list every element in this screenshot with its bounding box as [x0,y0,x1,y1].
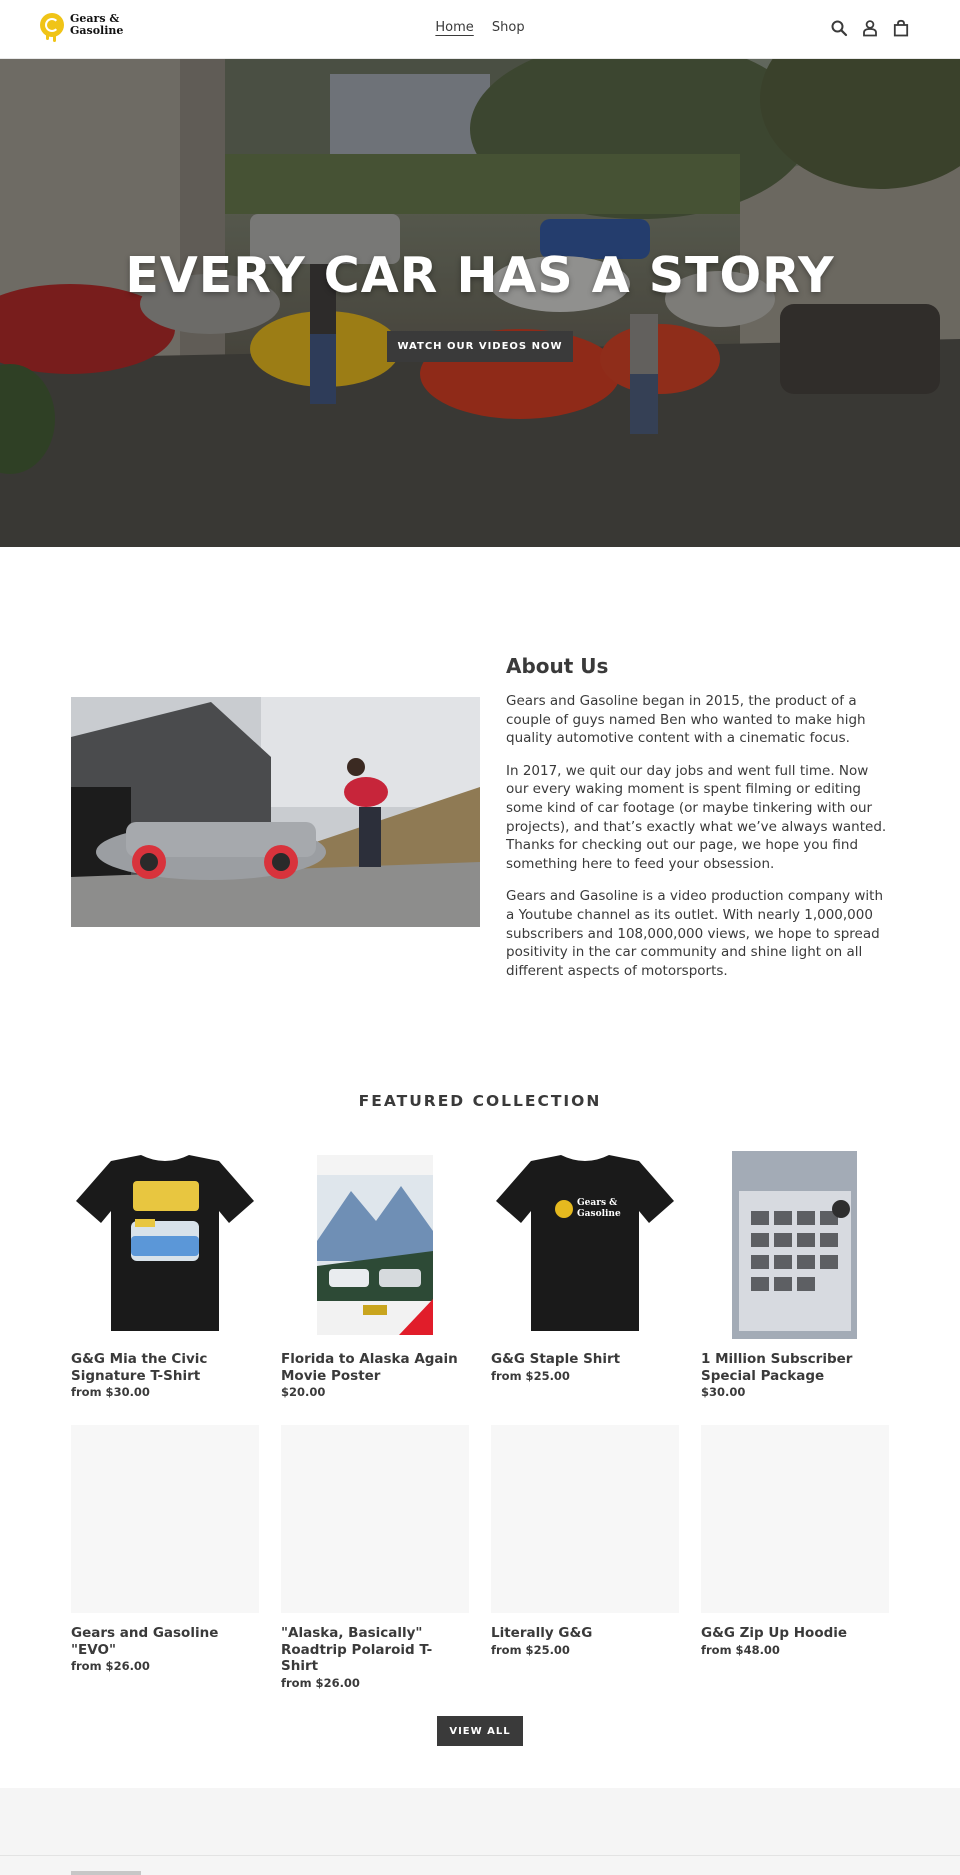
black-tshirt-graphic-image [71,1151,259,1339]
product-image[interactable] [701,1151,889,1339]
product-image[interactable] [281,1151,469,1339]
watch-videos-button[interactable]: WATCH OUR VIDEOS NOW [387,331,573,362]
shirt-logo-line-2: Gasoline [577,1209,621,1219]
logo-line-2: Gasoline [70,24,124,37]
product-name[interactable]: "Alaska, Basically" Roadtrip Polaroid T-Shirt [281,1625,433,1674]
product-card[interactable] [491,1151,679,1384]
header-icons [830,19,910,37]
product-image-placeholder[interactable] [281,1425,469,1613]
product-name[interactable]: Florida to Alaska Again Movie Poster [281,1351,458,1384]
movie-poster-image [281,1151,469,1339]
product-name[interactable]: G&G Mia the Civic Signature T-Shirt [71,1351,208,1384]
account-icon[interactable] [861,19,879,37]
footer-divider [0,1855,960,1856]
product-image-placeholder[interactable] [71,1425,259,1613]
about-image [71,697,480,927]
product-card[interactable] [281,1151,469,1400]
hero-banner [0,59,960,547]
product-card[interactable] [701,1425,889,1658]
nav-home[interactable]: Home [435,20,474,35]
shirt-logo-text [577,1198,621,1220]
nav-shop[interactable]: Shop [491,20,525,35]
site-footer [0,1788,960,1875]
product-price: from $25.00 [491,1368,570,1383]
about-section [506,654,892,994]
product-price: from $25.00 [491,1642,570,1657]
product-name[interactable]: G&G Staple Shirt [491,1351,621,1367]
product-price: from $26.00 [71,1659,150,1673]
product-image[interactable] [491,1151,679,1339]
about-photo [71,697,480,927]
product-name[interactable]: 1 Million Subscriber Special Package [701,1351,853,1384]
product-price: $20.00 [281,1385,326,1399]
hero-title: EVERY CAR HAS A STORY [125,247,835,304]
product-name[interactable]: Gears and Gasoline "EVO" [71,1625,219,1658]
footer-element [71,1871,141,1875]
product-card[interactable] [71,1151,259,1400]
product-name[interactable]: Literally G&G [491,1625,593,1641]
product-name[interactable]: G&G Zip Up Hoodie [701,1625,848,1641]
product-price: from $48.00 [701,1642,780,1657]
product-image[interactable] [71,1151,259,1339]
product-image-placeholder[interactable] [701,1425,889,1613]
product-price: from $26.00 [281,1675,360,1690]
pre-order-badge: PRE ORDER [432,1315,462,1339]
search-icon[interactable] [830,19,848,37]
main-nav [0,20,960,35]
product-card[interactable] [71,1425,259,1674]
product-price: from $30.00 [71,1385,150,1399]
about-paragraph-1: Gears and Gasoline began in 2015, the product of a couple of guys named Ben who wanted to make high quality automotive content with a cinematic focus. [506,693,866,747]
featured-collection-title: FEATURED COLLECTION [358,1092,602,1110]
product-card[interactable] [281,1425,469,1691]
grey-tshirt-photos-image [701,1151,889,1339]
product-card[interactable] [701,1151,889,1400]
shirt-logo-line-1: Gears & [577,1198,618,1208]
view-all-button[interactable]: VIEW ALL [437,1716,523,1746]
product-image-placeholder[interactable] [491,1425,679,1613]
black-tshirt-logo-image [491,1151,679,1339]
product-card[interactable] [491,1425,679,1658]
about-paragraph-3: Gears and Gasoline is a video production company with a Youtube channel as its outlet. With nearly 1,000,000 subscribers and 108,000,000 views, we hope to spread positivity in the car community and shine light on all different aspects of motorsports. [506,888,884,979]
about-title: About Us [506,654,609,678]
cart-icon[interactable] [892,19,910,37]
site-header [0,0,960,59]
logo-line-1: Gears & [70,12,120,25]
about-paragraph-2: In 2017, we quit our day jobs and went full time. Now our every waking moment is spent filming or editing some kind of car footage (or maybe tinkering with our projects), and that’s exactly what we’ve always wanted. Thanks for checking out our page, we hope you find something here to feed your obsession. [506,762,887,872]
product-price: $30.00 [701,1385,746,1399]
